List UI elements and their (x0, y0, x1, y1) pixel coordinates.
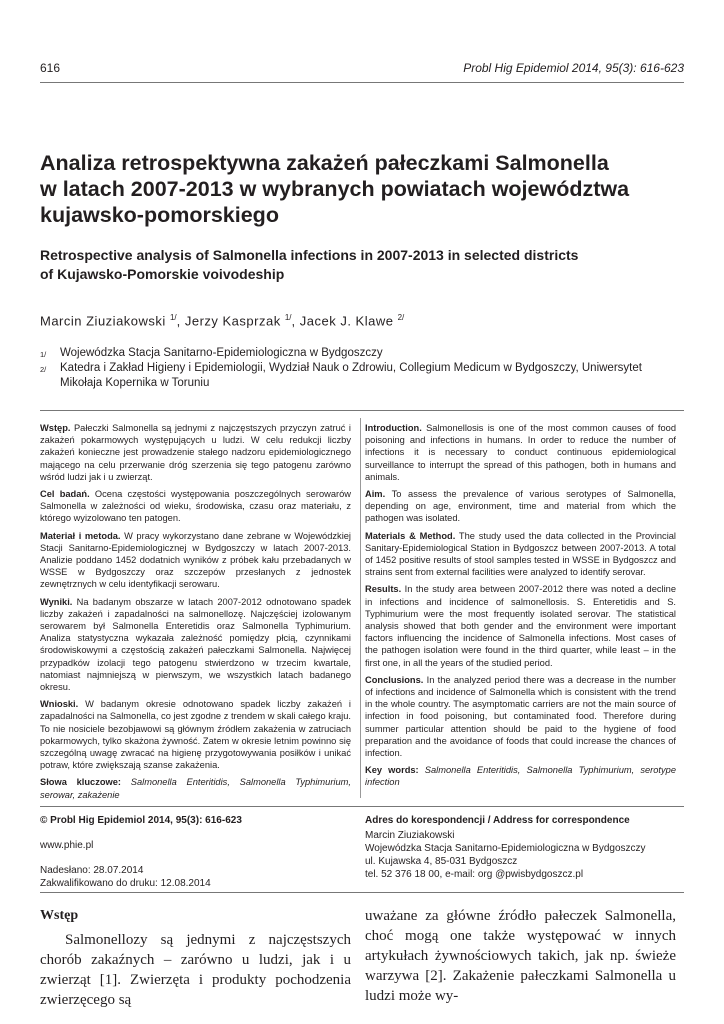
correspondence-heading: Adres do korespondencji / Address for correspondence (365, 815, 630, 826)
correspondence-rule (40, 806, 684, 807)
correspondence-line: Marcin Ziuziakowski (365, 830, 455, 841)
abstract-paragraph: Cel badań. Ocena częstości występowania poszczególnych serowarów Salmonella w zależności od wieku, środowiska, czasu oraz materiału, z którego wyizolowano ten patogen. (40, 489, 351, 524)
keywords-polish: Słowa kluczowe: Salmonella Enteritidis, Salmonella Typhimurium, serowar, zakażenie (40, 777, 351, 800)
affiliation (40, 346, 680, 361)
author-affiliation-mark: 1/ (169, 313, 177, 322)
body-text-right: uważane za główne źródło pałeczek Salmonella, choć mogą one także występować w innych artykułach żywnościowych takich, jak np. świeże warzywa [2]. Zakażenie pałeczkami Salmonella u ludzi może wy- (365, 908, 676, 1004)
abstract-polish (40, 422, 351, 806)
header-rule (40, 82, 684, 83)
column-divider (360, 418, 361, 798)
journal-citation: Probl Hig Epidemiol 2014, 95(3): 616-623 (463, 61, 684, 75)
abstract-paragraph: Aim. To assess the prevalence of various serotypes of Salmonella, depending on age, environment, time and material from which the pathogen was isolated. (365, 489, 676, 524)
subtitle-line: Retrospective analysis of Salmonella infections in 2007-2013 in selected districts (40, 247, 579, 263)
affiliation (40, 361, 680, 391)
abstract-paragraph: Wstęp. Pałeczki Salmonella są jednymi z najczęstszych przyczyn zatruć i zakażeń pokarmowych występujących u ludzi. W celu redukcji liczby zakażeń konieczne jest prowadzenie stałego nadzoru epidemiologicznego mającego na celu przerwanie dróg szerzenia się tego patogenu zarówno wśród ludzi jak i u zwierząt. (40, 423, 351, 482)
title-line: kujawsko-pomorskiego (40, 203, 279, 227)
abstract-paragraph: Introduction. Salmonellosis is one of the most common causes of food poisoning and infections in humans. In order to reduce the number of infections it is necessary to conduct continuous epidemiological surveillance to interrupt the spread of this pathogen, both in humans and animals. (365, 423, 676, 482)
abstract-paragraph: Wyniki. Na badanym obszarze w latach 2007-2012 odnotowano spadek liczby zakażeń i zapadalności na salmonellozę. Najczęściej izolowanym serowarem był Salmonella Enteretidis oraz Salmonella Typhimurium. Analiza statystyczna wykazała zależność pomiędzy płcią, czynnikami środowiskowymi a częstością zakażeń pałeczkami Salmonella. Najwięcej przypadków izolacji tego patogenu stwierdzono w trzecim kwartale, natomiast najmniejszą w pierwszym, we wszystkich latach badanego okresu. (40, 596, 351, 693)
correspondence-line: tel. 52 376 18 00, e-mail: org @pwisbydgoszcz.pl (365, 869, 584, 880)
body-text-left: Salmonellozy są jednymi z najczęstszych chorób zakaźnych – zarówno u ludzi, jak i u zwierząt [1]. Zwierzęta i produkty pochodzenia zwierzęcego są (40, 932, 351, 1008)
abstract-top-rule (40, 410, 684, 411)
abstract-paragraph: Results. In the study area between 2007-2012 there was noted a decline in infections and incidence of salmonellosis. S. Enteretidis and S. Typhimurium were the most frequently isolated serovar. The statistical analysis showed that both gender and the environment were important factors influencing the incidence of Salmonella infections. Most cases of the pathogen isolation were found in the third quarter, while least – in the first one, in all the years of the studied period. (365, 584, 676, 668)
correspondence-line: Wojewódzka Stacja Sanitarno-Epidemiologiczna w Bydgoszczy (365, 843, 646, 854)
abstract-paragraph: Conclusions. In the analyzed period there was a decrease in the number of infections and incidence of Salmonella which is consistent with the trend in the whole country. The asymptomatic carriers are not the main source of infection in food poisoning, but contaminated food. Therefore during summer particular attention should be paid to the hygiene of food preparation and the avoidance of foods that could increase the chances of infection. (365, 674, 676, 759)
correspondence-line: ul. Kujawska 4, 85-031 Bydgoszcz (365, 856, 518, 867)
date-sent: Nadesłano: 28.07.2014 (40, 865, 144, 876)
correspondence-block (365, 814, 646, 881)
abstract-paragraph: Materials & Method. The study used the data collected in the Provincial Sanitary-Epidemiological Station in Bydgoszcz between 2007-2013. A total of 1452 positive results of stool samples tested in WSSE in Bydgoszcz and strains sent from external facilities were analyzed to identify serovar. (365, 530, 676, 578)
copyright-block (40, 814, 242, 890)
affiliation-number: 1/ (40, 350, 47, 359)
date-accepted: Zakwalifikowano do druku: 12.08.2014 (40, 878, 211, 889)
affiliation-number: 2/ (40, 365, 47, 374)
title-polish (40, 150, 690, 228)
copyright-line: © Probl Hig Epidemiol 2014, 95(3): 616-623 (40, 815, 242, 826)
abstract-paragraph: Materiał i metoda. W pracy wykorzystano dane zebrane w Wojewódzkiej Stacji Sanitarno-Epidemiologicznej w Bydgoszczy w latach 2007-2013. Analizie poddano 1452 dodatnich wyników z próbek kału przebadanych w WSSE w Bydgoszczy oraz szczepów przesłanych z jednostek zewnętrznych w celu identyfikacji serowaru. (40, 530, 351, 590)
subtitle-line: of Kujawsko-Pomorskie voivodeship (40, 266, 285, 282)
section-heading: Wstęp (40, 908, 79, 923)
abstract-paragraph: Wnioski. W badanym okresie odnotowano spadek liczby zakażeń i zapadalności na Salmonella, co jest zgodne z trendem w skali całego kraju. To nie nosiciele bezobjawowi są głównym źródłem zakażenia w zatruciach pokarmowych, tylko skażona żywność. Zatem w okresie letnim powinno się szczególną uwagę zwracać na higienę przygotowywania posiłków i unikać potraw, które zwiększają szanse zakażenia. (40, 699, 351, 771)
journal-url-link[interactable]: www.phie.pl (40, 840, 94, 851)
affiliation-text: Wojewódzka Stacja Sanitarno-Epidemiologiczna w Bydgoszczy (60, 347, 383, 359)
affiliation-text: Katedra i Zakład Higieny i Epidemiologii, Wydział Nauk o Zdrowiu, Collegium Medicum w Bydgoszczy, Uniwersytet Mikołaja Kopernika w Toruniu (60, 362, 642, 389)
author-name: Jerzy Kasprzak (184, 313, 281, 329)
authors: Marcin Ziuziakowski $^{1/}$, Jerzy Kasprzak $^{1/}$, Jacek J. Klawe $^{2/}$ (40, 313, 405, 329)
page-number: 616 (40, 61, 61, 75)
title-english (40, 246, 690, 284)
keywords-english: Key words: Salmonella Enteritidis, Salmonella Typhimurium, serotype infection (365, 765, 676, 788)
title-line: w latach 2007-2013 w wybranych powiatach województwa (40, 177, 630, 201)
title-line: Analiza retrospektywna zakażeń pałeczkami Salmonella (40, 151, 609, 175)
author-name: Marcin Ziuziakowski (40, 313, 166, 329)
author-affiliation-mark: 1/ (284, 313, 292, 322)
body-rule (40, 892, 684, 893)
abstract-english (365, 422, 676, 794)
author-name: Jacek J. Klawe (299, 313, 394, 329)
author-affiliation-mark: 2/ (397, 313, 405, 322)
